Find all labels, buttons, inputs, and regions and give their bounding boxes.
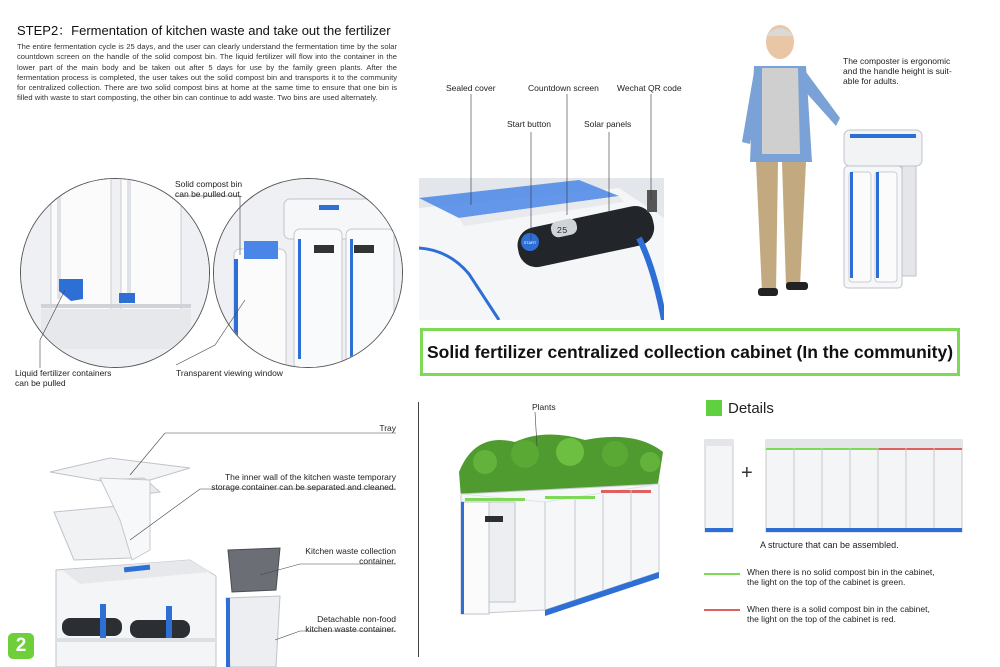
solar-panels-label: Solar panels <box>584 119 632 129</box>
countdown-value: 25 <box>556 226 568 236</box>
modular-cabinet-diagram <box>704 438 966 534</box>
detachable-line1: Detachable non-food <box>317 614 396 624</box>
red-note-line2: the light on the top of the cabinet is red. <box>747 614 896 624</box>
wechat-qr-label: Wechat QR code <box>617 83 682 93</box>
liquid-label-line1: Liquid fertilizer containers <box>15 368 112 378</box>
viewing-window-label: Transparent viewing window <box>176 368 283 378</box>
inner-wall-line1: The inner wall of the kitchen waste temporary <box>224 472 396 482</box>
green-light-legend-line <box>704 573 740 575</box>
start-button-glyph: START <box>523 240 537 245</box>
collection-cabinet-illustration <box>445 432 670 622</box>
page-number-badge: 2 <box>8 633 34 659</box>
banner-title: Solid fertilizer centralized collection cabinet (In the community) <box>426 341 954 362</box>
details-marker <box>706 400 722 416</box>
exploded-leader-lines <box>0 0 410 667</box>
tray-label: Tray <box>379 423 396 433</box>
countdown-screen-label: Countdown screen <box>528 83 599 93</box>
red-light-legend-line <box>704 609 740 611</box>
inner-wall-line2: storage container can be separated and cleaned. <box>211 482 396 492</box>
green-note-line1: When there is no solid compost bin in the cabinet, <box>747 567 935 577</box>
description-paragraph: The entire fermentation cycle is 25 days, and the user can clearly understand the fermentation time by the solar countdown screen on the handle of the solid compost bin. The liquid fertilizer will flow into the container in the lower part of the main body and be taken out after 5 days for use by the family green plants. After the fermentation process is completed, the user takes out the solid compost bin and transports it to the community for centralized collection. There are two solid compost bins at home at the same time to ensure that one bin is filled with waste to start composting, the other bin can continue to add waste. Two bins are used alternately. <box>17 42 397 103</box>
page-title: STEP2：Fermentation of kitchen waste and take out the fertilizer <box>17 23 391 38</box>
assembled-caption: A structure that can be assembled. <box>760 540 899 550</box>
sealed-cover-label: Sealed cover <box>446 83 496 93</box>
ergonomic-line3: able for adults. <box>843 76 899 86</box>
closeup-leader-lines <box>419 80 669 260</box>
start-button-label: Start button <box>507 119 551 129</box>
kitchen-container-line1: Kitchen waste collection <box>305 546 396 556</box>
solid-bin-label-line2: can be pulled out. <box>175 189 243 199</box>
red-note-line1: When there is a solid compost bin in the cabinet, <box>747 604 930 614</box>
section-divider <box>418 402 419 657</box>
solid-bin-label-line1: Solid compost bin <box>175 179 243 189</box>
kitchen-container-line2: container. <box>359 556 396 566</box>
details-heading: Details <box>728 400 774 417</box>
detachable-line2: kitchen waste container. <box>305 624 396 634</box>
green-note-line2: the light on the top of the cabinet is green. <box>747 577 906 587</box>
ergonomic-line2: and the handle height is suit- <box>843 66 952 76</box>
cabinet-module-row <box>766 440 962 532</box>
plants-label: Plants <box>532 402 556 412</box>
ergonomic-line1: The composter is ergonomic <box>843 56 951 66</box>
green-light-note <box>747 567 935 587</box>
plants-leader-line <box>530 410 550 450</box>
section-banner <box>420 328 960 376</box>
red-light-note <box>747 604 930 624</box>
ergonomic-note <box>843 56 952 86</box>
plus-sign: + <box>741 462 753 484</box>
liquid-label-line2: can be pulled <box>15 378 66 388</box>
